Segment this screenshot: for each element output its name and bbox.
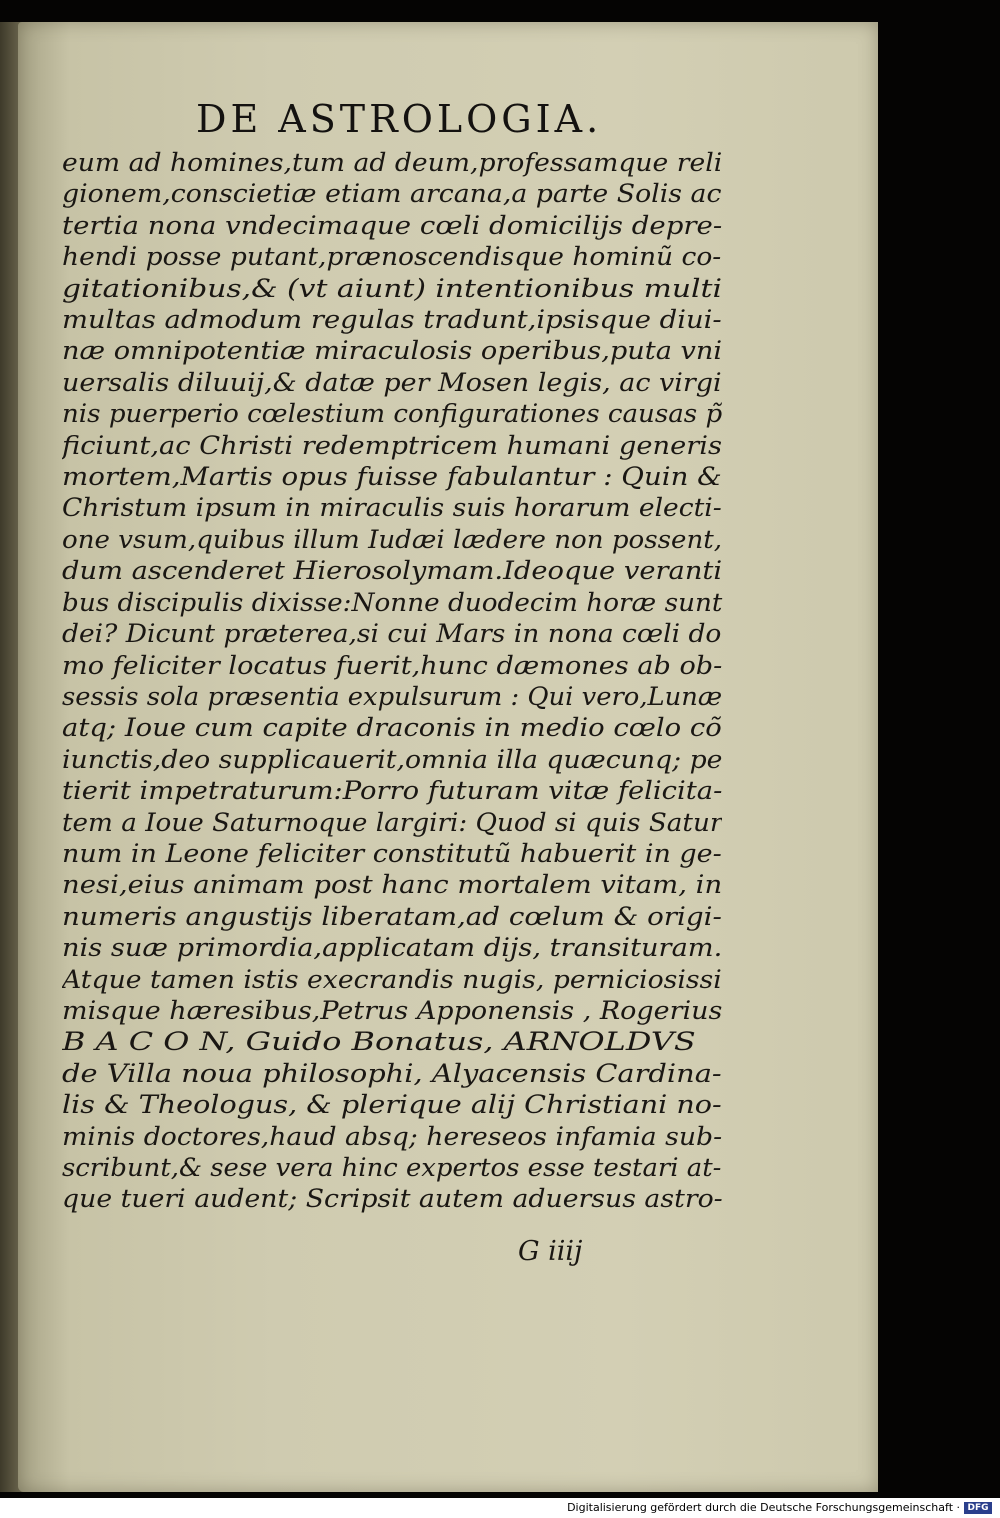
body-text [62,148,722,1216]
text-line: B A C O N, Guido Bonatus, ARNOLDVS [62,1027,696,1058]
text-line: dei? Dicunt præterea,si cui Mars in nona cœli do [62,619,722,650]
text-line: uersalis diluuij,& datæ per Mosen legis, ac virgi [62,367,722,398]
signature-mark: G iiij [518,1236,583,1267]
text-line: que tueri audent; Scripsit autem aduersus astro- [62,1184,723,1215]
text-line: de Villa noua philosophi, Alyacensis Cardina- [62,1058,722,1089]
text-line: misque hæresibus,Petrus Apponensis , Rogerius [62,995,723,1026]
text-line: numeris angustijs liberatam,ad cœlum & origi- [62,901,722,932]
text-line: Christum ipsum in miraculis suis horarum electi- [62,493,722,524]
text-line: Atque tamen istis execrandis nugis, perniciosissi [62,964,722,995]
text-line: num in Leone feliciter constitutũ habuerit in ge- [62,838,722,869]
text-line: dum ascenderet Hierosolymam.Ideoque veranti [62,556,722,587]
text-line: multas admodum regulas tradunt,ipsisque diui- [62,305,722,336]
text-line: gionem,conscietiæ etiam arcana,a parte Solis ac [62,179,722,210]
text-line: hendi posse putant,prænoscendisque hominũ co- [62,242,722,273]
text-line: mo feliciter locatus fuerit,hunc dæmones ab ob- [62,650,723,681]
text-line: iunctis,deo supplicauerit,omnia illa quæcunq; pe [62,744,723,775]
text-line: sessis sola præsentia expulsurum : Qui vero,Lunæ [62,681,722,712]
text-line: tertia nona vndecimaque cœli domicilijs depre- [62,210,723,241]
text-line: bus discipulis dixisse:Nonne duodecim horæ sunt [62,587,723,618]
text-line: tem a Ioue Saturnoque largiri: Quod si quis Satur [62,807,722,838]
dfg-logo-icon: DFG [964,1502,992,1514]
text-line: mortem,Martis opus fuisse fabulantur : Quin & [62,462,722,493]
book-page [18,22,878,1492]
text-line: minis doctores,haud absq; hereseos infamia sub- [62,1121,723,1152]
text-line: nis puerperio cœlestium configurationes causas p̃ [62,399,722,430]
text-line: gitationibus,& (vt aiunt) intentionibus multi [62,273,722,304]
text-line: næ omnipotentiæ miraculosis operibus,puta vni [62,336,722,367]
text-line: scribunt,& sese vera hinc expertos esse testari at- [62,1153,722,1183]
funding-credit: Digitalisierung gefördert durch die Deutsche Forschungsgemeinschaft · [567,1501,960,1514]
text-line: lis & Theologus, & plerique alij Christiani no- [62,1090,722,1121]
text-line: nis suæ primordia,applicatam dijs, transituram. [62,933,723,964]
text-line: tierit impetraturum:Porro futuram vitæ felicita- [62,776,722,807]
text-line: atq; Ioue cum capite draconis in medio cœlo cõ [62,713,722,744]
text-line: nesi,eius animam post hanc mortalem vitam, in [62,870,722,901]
running-head: DE ASTROLOGIA. [196,97,603,141]
footer-bar [0,1498,1000,1518]
text-line: ficiunt,ac Christi redemptricem humani generis [62,430,723,461]
text-line: eum ad homines,tum ad deum,professamque reli [62,148,722,178]
text-line: one vsum,quibus illum Iudæi lædere non possent, [62,524,722,555]
